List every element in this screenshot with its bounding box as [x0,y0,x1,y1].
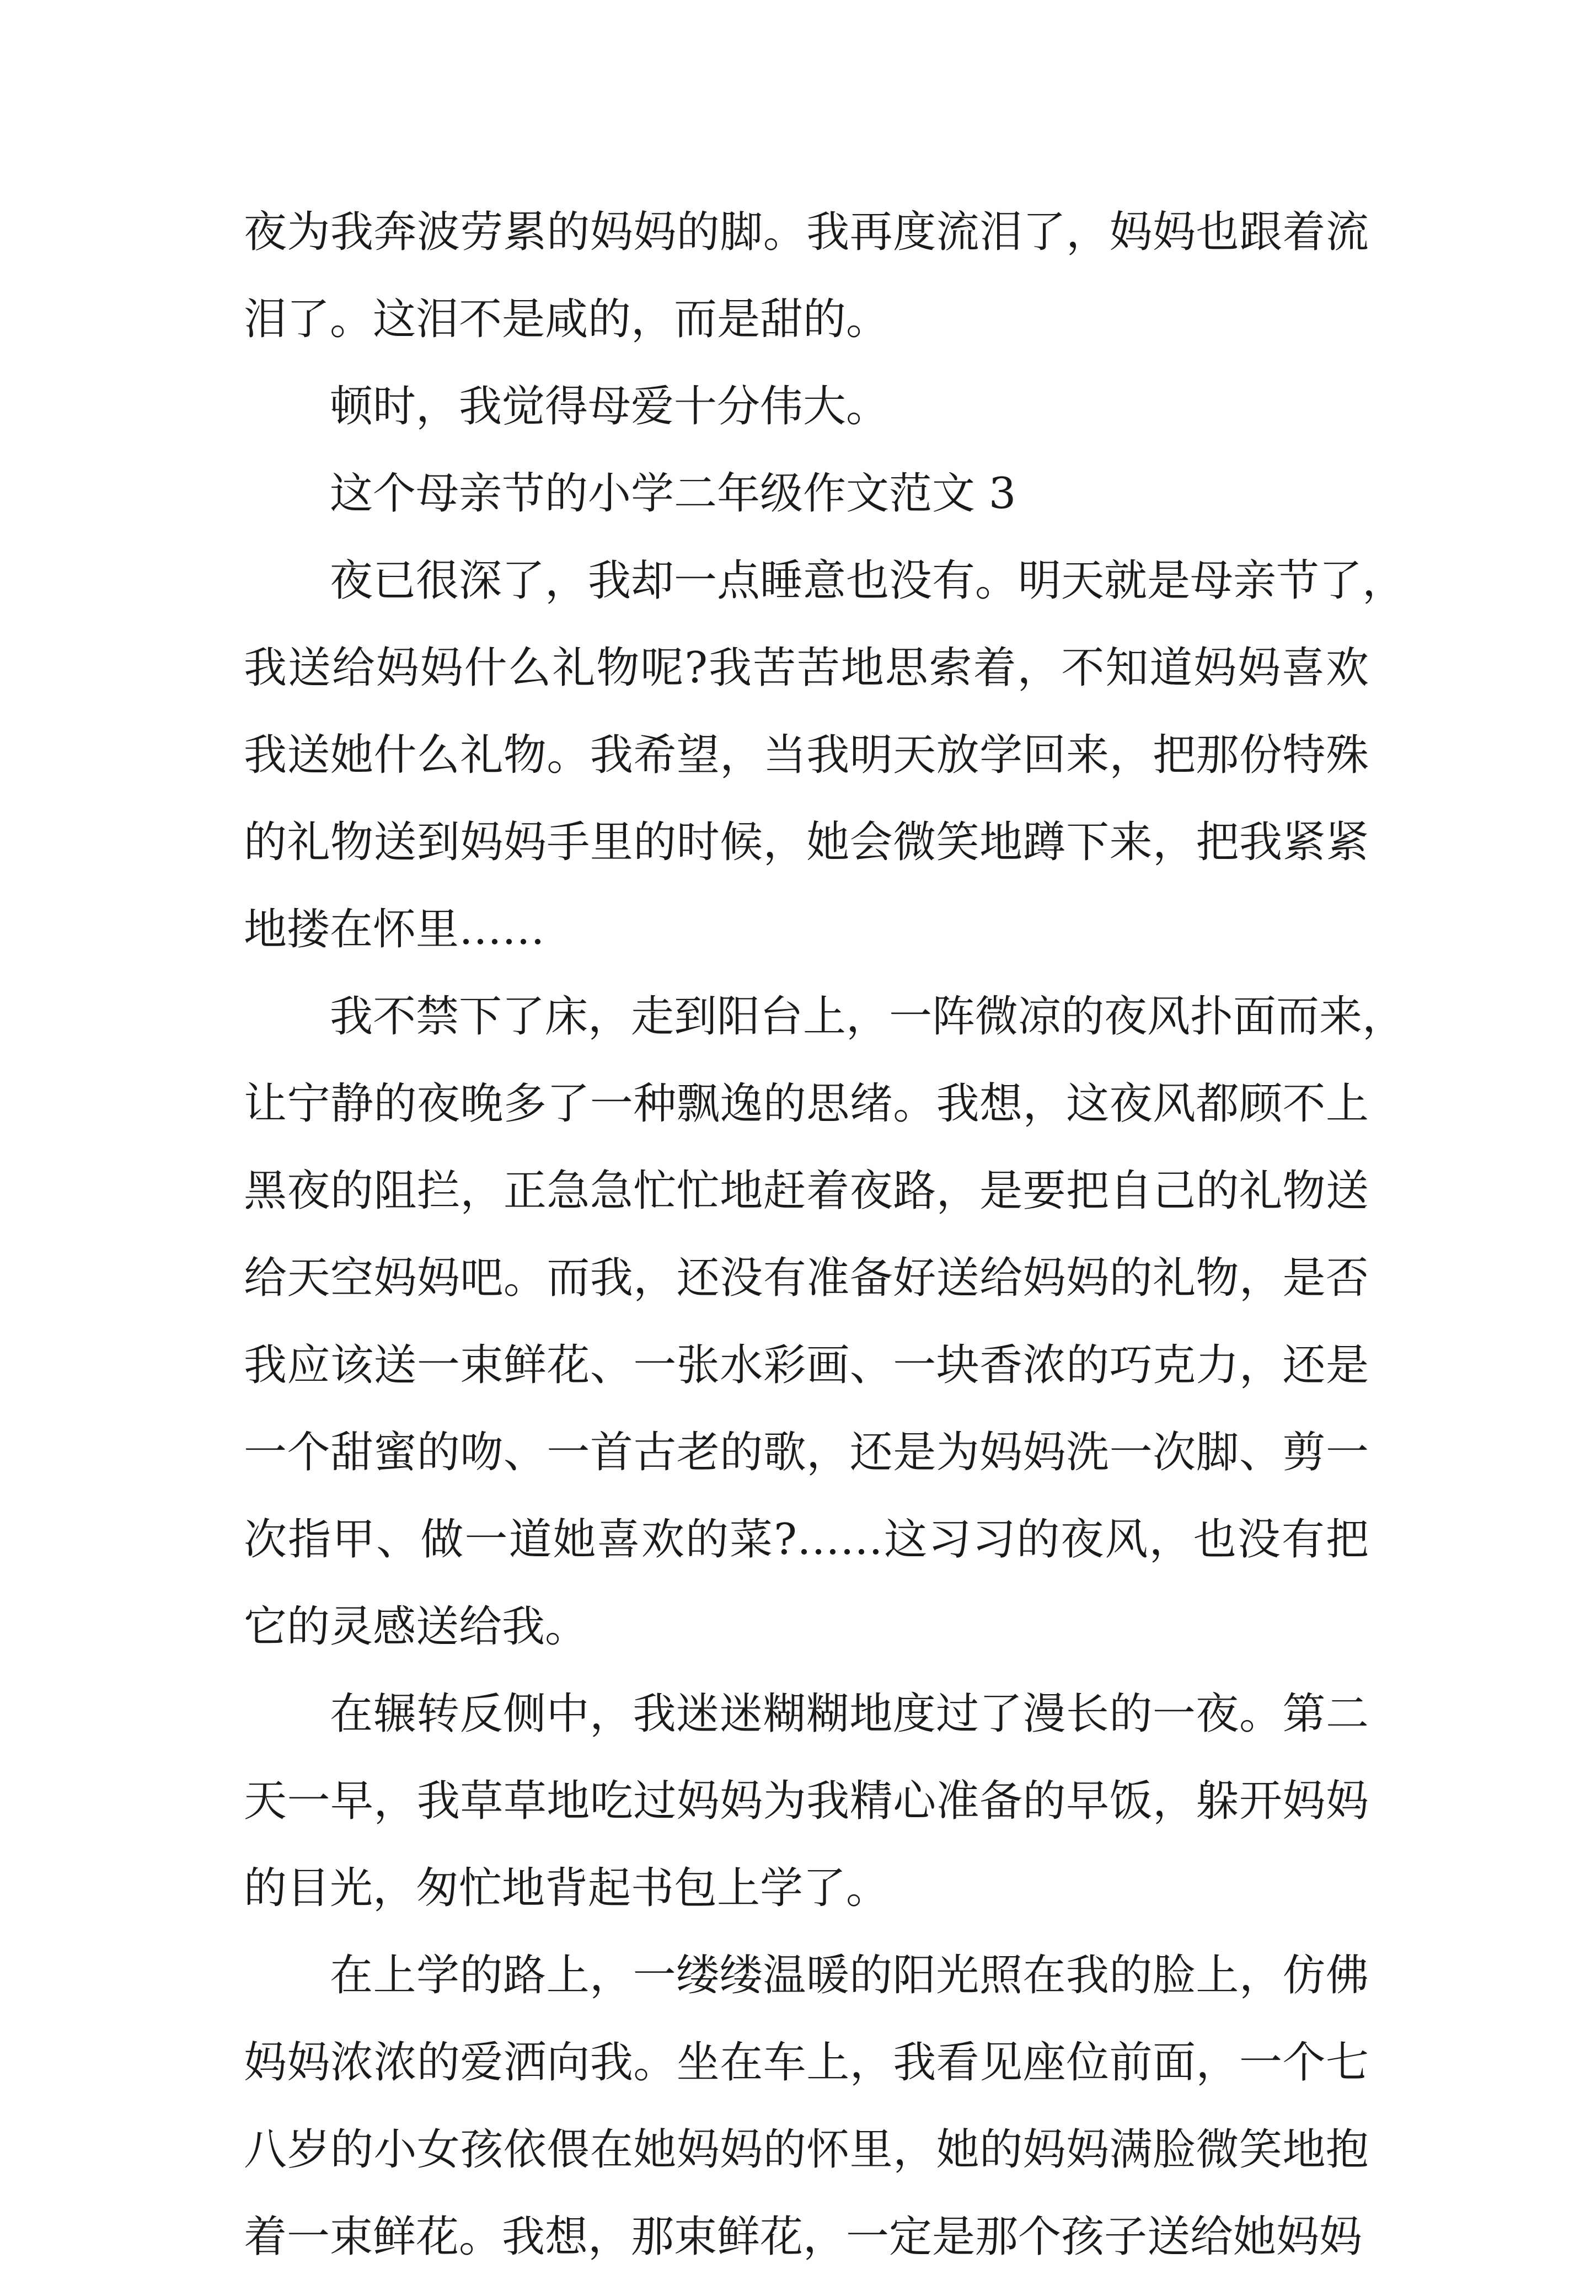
text-line: 泪了。这泪不是咸的，而是甜的。 [244,295,890,344]
text-line: 我送她什么礼物。我希望，当我明天放学回来，把那份特殊 [244,730,1369,780]
text-line: 在辗转反侧中，我迷迷糊糊地度过了漫长的一夜。第二 [330,1689,1369,1739]
text-line: 给天空妈妈吧。而我，还没有准备好送给妈妈的礼物，是否 [244,1253,1369,1303]
text-line: 顿时，我觉得母爱十分伟大。 [330,382,890,431]
text-line: 一个甜蜜的吻、一首古老的歌，还是为妈妈洗一次脚、剪一 [244,1428,1369,1477]
text-line: 天一早，我草草地吃过妈妈为我精心准备的早饭，躲开妈妈 [244,1776,1369,1826]
text-line: 次指甲、做一道她喜欢的菜?……这习习的夜风，也没有把 [244,1515,1369,1565]
text-line: 黑夜的阻拦，正急急忙忙地赶着夜路，是要把自己的礼物送 [244,1166,1369,1216]
text-line: 我应该送一束鲜花、一张水彩画、一块香浓的巧克力，还是 [244,1341,1369,1390]
text-line: 地搂在怀里…… [244,905,545,954]
text-line: 八岁的小女孩依偎在她妈妈的怀里，她的妈妈满脸微笑地抱 [244,2125,1369,2175]
text-line: 夜为我奔波劳累的妈妈的脚。我再度流泪了，妈妈也跟着流 [244,207,1369,257]
text-line: 夜已很深了，我却一点睡意也没有。明天就是母亲节了， [330,556,1406,606]
text-line: 这个母亲节的小学二年级作文范文 3 [330,469,1016,519]
document-body [244,204,1406,2296]
paragraph [244,204,1369,348]
text-line: 妈妈浓浓的爱洒向我。坐在车上，我看见座位前面，一个七 [244,2038,1369,2087]
paragraph [244,1947,1369,2265]
text-line: 让宁静的夜晚多了一种飘逸的思绪。我想，这夜风都顾不上 [244,1079,1369,1129]
paragraph [244,466,1369,522]
text-line: 它的灵感送给我。 [244,1602,588,1652]
paragraph [244,378,1369,435]
text-line: 着一束鲜花。我想，那束鲜花，一定是那个孩子送给她妈妈 [244,2212,1363,2262]
text-line: 我送给妈妈什么礼物呢?我苦苦地思索着，不知道妈妈喜欢 [244,643,1369,693]
paragraph [244,989,1406,1655]
paragraph [244,553,1406,958]
text-line: 我不禁下了床，走到阳台上，一阵微凉的夜风扑面而来， [330,992,1406,1042]
text-line: 的礼物送到妈妈手里的时候，她会微笑地蹲下来，把我紧紧 [244,818,1369,867]
text-line: 在上学的路上，一缕缕温暖的阳光照在我的脸上，仿佛 [330,1951,1369,2000]
text-line: 的目光，匆忙地背起书包上学了。 [244,1864,890,1913]
paragraph [244,1686,1369,1916]
